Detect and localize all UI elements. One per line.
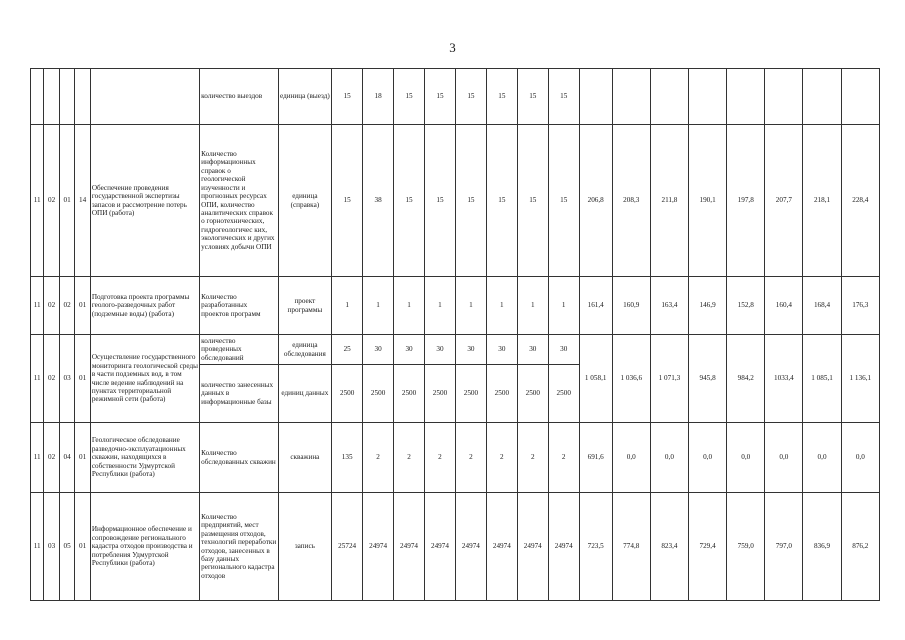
- value-cell: 2: [425, 423, 456, 493]
- finance-cell: 729,4: [689, 493, 727, 601]
- code-cell: 01: [75, 335, 90, 423]
- value-cell: 30: [548, 335, 579, 365]
- value-cell: 2: [394, 423, 425, 493]
- value-cell: 1: [394, 277, 425, 335]
- finance-cell: 160,4: [765, 277, 803, 335]
- value-cell: 2500: [394, 365, 425, 423]
- finance-cell: 759,0: [727, 493, 765, 601]
- finance-cell: 163,4: [650, 277, 688, 335]
- code-cell: 11: [31, 423, 44, 493]
- code-cell: 11: [31, 125, 44, 277]
- value-cell: 2: [455, 423, 486, 493]
- finance-cell: 0,0: [689, 423, 727, 493]
- value-cell: 1: [548, 277, 579, 335]
- value-cell: 15: [517, 125, 548, 277]
- value-cell: 2: [517, 423, 548, 493]
- finance-cell: 197,8: [727, 125, 765, 277]
- finance-cell: 190,1: [689, 125, 727, 277]
- table-row: [31, 125, 880, 277]
- finance-cell: 160,9: [612, 277, 650, 335]
- value-cell: 15: [486, 125, 517, 277]
- code-cell: 01: [75, 423, 90, 493]
- code-cell: 11: [31, 277, 44, 335]
- finance-cell: [841, 69, 879, 125]
- unit-cell: единица (справка): [278, 125, 332, 277]
- finance-cell: 206,8: [579, 125, 612, 277]
- finance-cell: [689, 69, 727, 125]
- indicator-name: Количество разработанных проектов программ: [200, 277, 278, 335]
- table-row: [31, 335, 880, 365]
- finance-cell: 1033,4: [765, 335, 803, 423]
- unit-cell: запись: [278, 493, 332, 601]
- finance-cell: 691,6: [579, 423, 612, 493]
- finance-cell: 723,5: [579, 493, 612, 601]
- work-name: [90, 69, 199, 125]
- unit-cell: скважина: [278, 423, 332, 493]
- value-cell: 15: [332, 125, 363, 277]
- work-name: Информационное обеспечение и сопровождение регионального кадастра отходов производства и потребления Удмуртской Республики (работа): [90, 493, 199, 601]
- finance-cell: 0,0: [727, 423, 765, 493]
- value-cell: 15: [332, 69, 363, 125]
- code-cell: 14: [75, 125, 90, 277]
- table-row: [31, 423, 880, 493]
- finance-cell: 0,0: [612, 423, 650, 493]
- finance-cell: 836,9: [803, 493, 841, 601]
- unit-cell: проект программы: [278, 277, 332, 335]
- value-cell: 2500: [425, 365, 456, 423]
- indicator-name: Количество информационных справок о геологической изученности и прогнозных ресурсах ОПИ, количество аналитических справок о горнотехнических, гидрогеологичес ких, экологических и других условиях добычи ОПИ: [200, 125, 278, 277]
- value-cell: 15: [548, 69, 579, 125]
- code-cell: 11: [31, 493, 44, 601]
- value-cell: 30: [455, 335, 486, 365]
- finance-cell: 1 071,3: [650, 335, 688, 423]
- indicator-name: Количество предприятий, мест размещения отходов, технологий переработки отходов, занесенных в базу данных регионального кадастра отходов: [200, 493, 278, 601]
- value-cell: 24974: [517, 493, 548, 601]
- unit-cell: единиц данных: [278, 365, 332, 423]
- finance-cell: 1 136,1: [841, 335, 879, 423]
- finance-cell: 0,0: [841, 423, 879, 493]
- value-cell: 2500: [455, 365, 486, 423]
- finance-cell: 0,0: [803, 423, 841, 493]
- value-cell: 24974: [425, 493, 456, 601]
- value-cell: 15: [394, 69, 425, 125]
- finance-cell: 161,4: [579, 277, 612, 335]
- finance-cell: 797,0: [765, 493, 803, 601]
- code-cell: 02: [44, 423, 59, 493]
- value-cell: 1: [517, 277, 548, 335]
- value-cell: 1: [455, 277, 486, 335]
- finance-cell: [765, 69, 803, 125]
- finance-cell: 176,3: [841, 277, 879, 335]
- finance-cell: 228,4: [841, 125, 879, 277]
- value-cell: 2500: [363, 365, 394, 423]
- value-cell: 15: [517, 69, 548, 125]
- finance-cell: [803, 69, 841, 125]
- value-cell: 2500: [548, 365, 579, 423]
- finance-cell: 0,0: [765, 423, 803, 493]
- code-cell: 11: [31, 335, 44, 423]
- unit-cell: единица (выезд): [278, 69, 332, 125]
- code-cell: [59, 69, 74, 125]
- code-cell: 02: [59, 277, 74, 335]
- value-cell: 1: [486, 277, 517, 335]
- indicator-name: количество проведенных обследований: [200, 335, 278, 365]
- value-cell: 25724: [332, 493, 363, 601]
- value-cell: 2: [363, 423, 394, 493]
- value-cell: 15: [394, 125, 425, 277]
- value-cell: 25: [332, 335, 363, 365]
- code-cell: [44, 69, 59, 125]
- finance-cell: 0,0: [650, 423, 688, 493]
- value-cell: 24974: [486, 493, 517, 601]
- table-row: [31, 493, 880, 601]
- value-cell: 30: [517, 335, 548, 365]
- code-cell: 01: [59, 125, 74, 277]
- unit-cell: единица обследования: [278, 335, 332, 365]
- code-cell: [75, 69, 90, 125]
- value-cell: 38: [363, 125, 394, 277]
- code-cell: [31, 69, 44, 125]
- value-cell: 2: [486, 423, 517, 493]
- finance-cell: [579, 69, 612, 125]
- finance-cell: 152,8: [727, 277, 765, 335]
- finance-cell: 1 085,1: [803, 335, 841, 423]
- finance-cell: 168,4: [803, 277, 841, 335]
- finance-cell: 146,9: [689, 277, 727, 335]
- value-cell: 2500: [332, 365, 363, 423]
- data-table: [30, 68, 880, 601]
- code-cell: 03: [59, 335, 74, 423]
- value-cell: 1: [363, 277, 394, 335]
- finance-cell: 984,2: [727, 335, 765, 423]
- work-name: Геологическое обследование разведочно-эксплуатационных скважин, находящихся в собственности Удмуртской Республики (работа): [90, 423, 199, 493]
- work-name: Обеспечение проведения государственной экспертизы запасов и рассмотрение потерь ОПИ (работа): [90, 125, 199, 277]
- value-cell: 1: [425, 277, 456, 335]
- work-name: Подготовка проекта программы геолого-разведочных работ (подземные воды) (работа): [90, 277, 199, 335]
- finance-cell: 207,7: [765, 125, 803, 277]
- finance-cell: [650, 69, 688, 125]
- value-cell: 24974: [455, 493, 486, 601]
- value-cell: 30: [486, 335, 517, 365]
- finance-cell: 945,8: [689, 335, 727, 423]
- page-number: 3: [449, 40, 456, 55]
- value-cell: 24974: [394, 493, 425, 601]
- value-cell: 15: [425, 69, 456, 125]
- code-cell: 02: [44, 277, 59, 335]
- code-cell: 03: [44, 493, 59, 601]
- finance-cell: 218,1: [803, 125, 841, 277]
- value-cell: 15: [486, 69, 517, 125]
- value-cell: 135: [332, 423, 363, 493]
- indicator-name: Количество обследованных скважин: [200, 423, 278, 493]
- value-cell: 24974: [548, 493, 579, 601]
- code-cell: 02: [44, 335, 59, 423]
- indicator-name: количество занесенных данных в информационные базы: [200, 365, 278, 423]
- finance-cell: 208,3: [612, 125, 650, 277]
- code-cell: 01: [75, 277, 90, 335]
- value-cell: 15: [548, 125, 579, 277]
- finance-cell: 876,2: [841, 493, 879, 601]
- code-cell: 02: [44, 125, 59, 277]
- finance-cell: 1 036,6: [612, 335, 650, 423]
- code-cell: 01: [75, 493, 90, 601]
- value-cell: 2500: [517, 365, 548, 423]
- finance-cell: 1 058,1: [579, 335, 612, 423]
- table-row: [31, 277, 880, 335]
- value-cell: 2: [548, 423, 579, 493]
- work-name: Осуществление государственного мониторинга геологической среды в части подземных вод, в том числе ведение наблюдений на пунктах территориальной режимной сети (работа): [90, 335, 199, 423]
- value-cell: 1: [332, 277, 363, 335]
- code-cell: 04: [59, 423, 74, 493]
- value-cell: 30: [394, 335, 425, 365]
- value-cell: 15: [455, 69, 486, 125]
- value-cell: 2500: [486, 365, 517, 423]
- value-cell: 15: [425, 125, 456, 277]
- code-cell: 05: [59, 493, 74, 601]
- value-cell: 30: [425, 335, 456, 365]
- value-cell: 15: [455, 125, 486, 277]
- value-cell: 24974: [363, 493, 394, 601]
- finance-cell: 823,4: [650, 493, 688, 601]
- value-cell: 30: [363, 335, 394, 365]
- indicator-name: количество выездов: [200, 69, 278, 125]
- value-cell: 18: [363, 69, 394, 125]
- finance-cell: 774,8: [612, 493, 650, 601]
- finance-cell: 211,8: [650, 125, 688, 277]
- finance-cell: [727, 69, 765, 125]
- table-row: [31, 69, 880, 125]
- finance-cell: [612, 69, 650, 125]
